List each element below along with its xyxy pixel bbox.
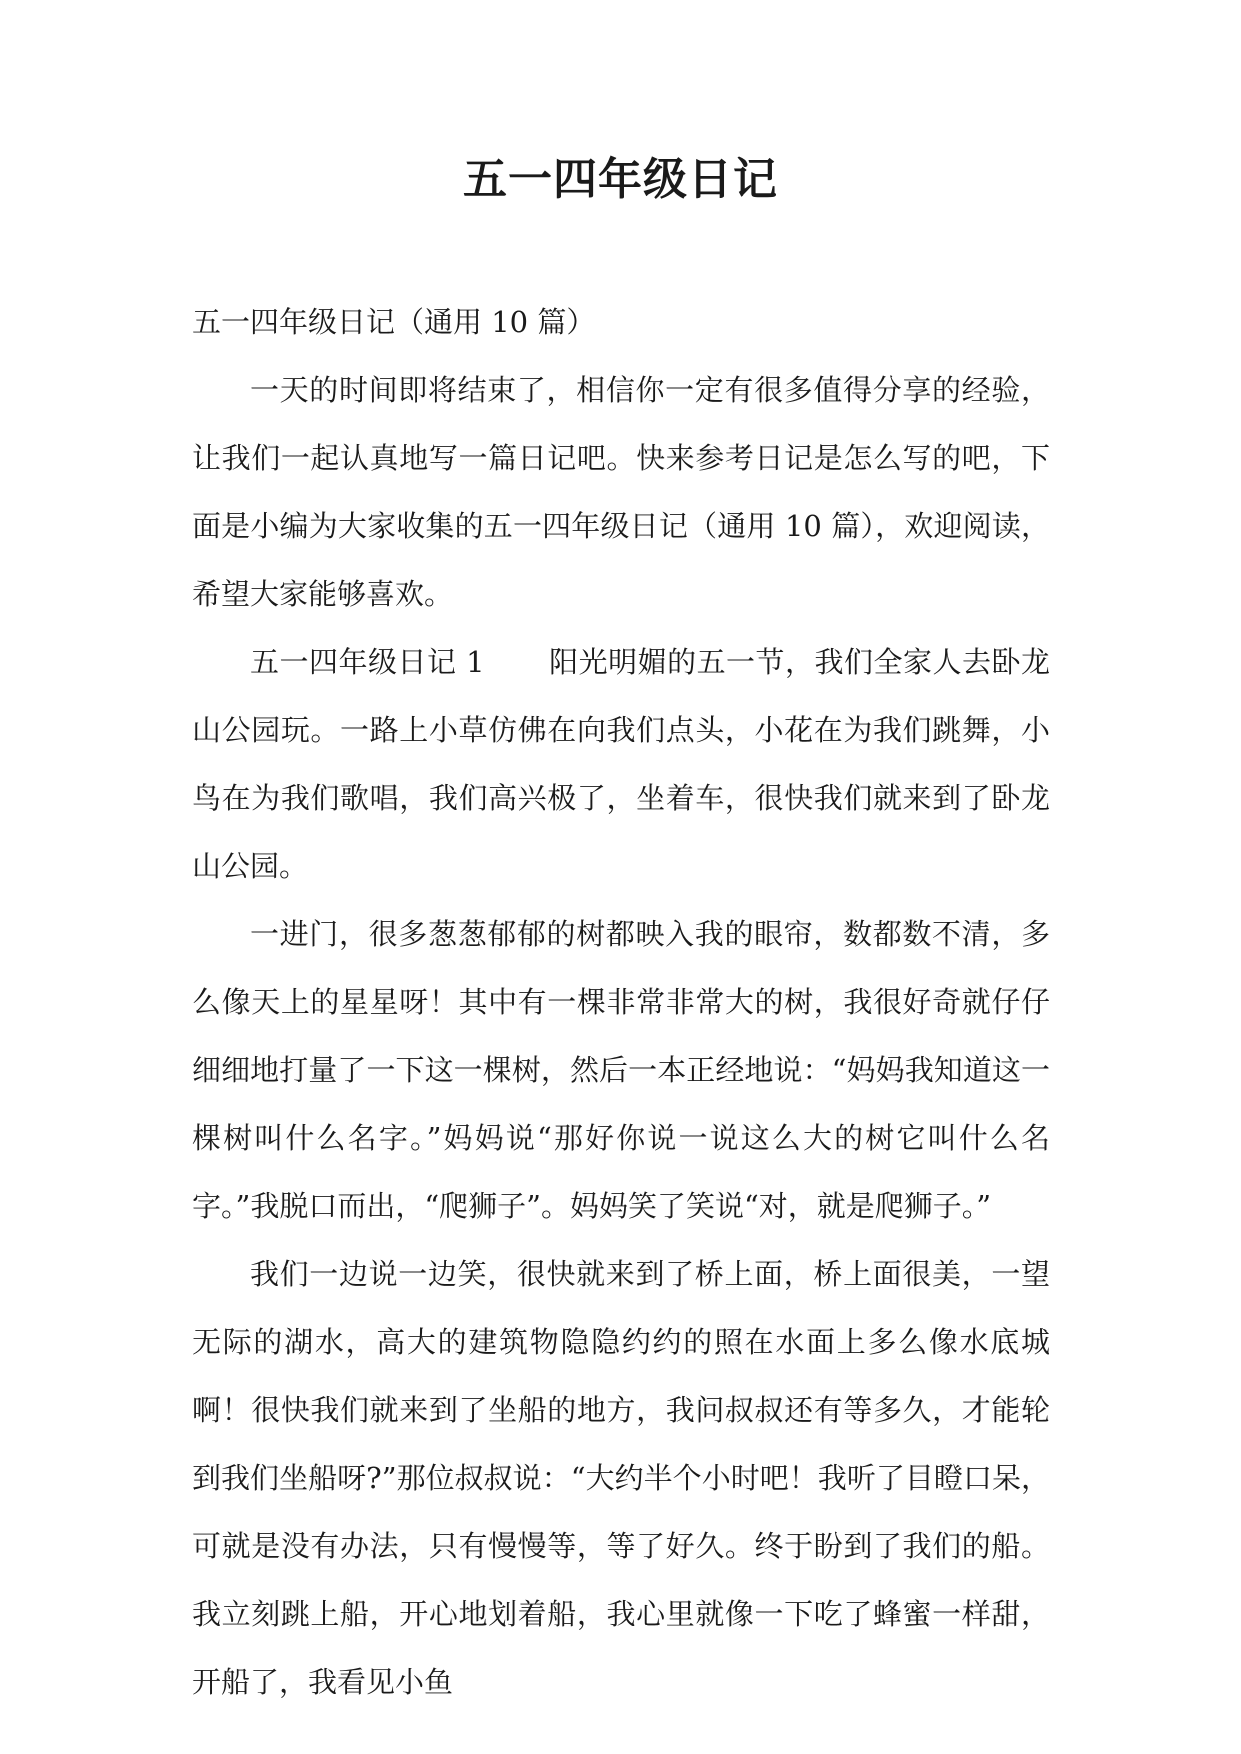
section-lead: 阳光明媚的五一节，我们全家人去卧龙山公园玩。一路上小草仿佛在向我们点头，小花在为我们跳舞，小鸟在为我们歌唱，我们高兴极了，坐着车，很快我们就来到了卧龙山公园。 [192,645,1050,883]
section-heading: 五一四年级日记 1 [250,645,485,679]
body-paragraph-1: 一进门，很多葱葱郁郁的树都映入我的眼帘，数都数不清，多么像天上的星星呀！其中有一棵非常非常大的树，我很好奇就仔仔细细地打量了一下这一棵树，然后一本正经地说：“妈妈我知道这一棵树叫什么名字。”妈妈说“那好你说一说这么大的树它叫什么名字。”我脱口而出，“爬狮子”。妈妈笑了笑说“对，就是爬狮子。” [192,917,1050,1223]
intro-paragraph: 一天的时间即将结束了，相信你一定有很多值得分享的经验，让我们一起认真地写一篇日记吧。快来参考日记是怎么写的吧，下面是小编为大家收集的五一四年级日记（通用 10 篇），欢迎阅读，希望大家能够喜欢。 [192,373,1050,611]
body-paragraph-2: 我们一边说一边笑，很快就来到了桥上面，桥上面很美，一望无际的湖水，高大的建筑物隐隐约约的照在水面上多么像水底城啊！很快我们就来到了坐船的地方，我问叔叔还有等多久，才能轮到我们坐船呀?”那位叔叔说：“大约半个小时吧！我听了目瞪口呆，可就是没有办法，只有慢慢等，等了好久。终于盼到了我们的船。我立刻跳上船，开心地划着船，我心里就像一下吃了蜂蜜一样甜，开船了，我看见小鱼 [192,1257,1050,1699]
document-subtitle: 五一四年级日记（通用 10 篇） [192,305,596,339]
section-paragraph [192,628,1050,900]
document-body [192,288,1050,1716]
document-title: 五一四年级日记 [463,154,778,205]
